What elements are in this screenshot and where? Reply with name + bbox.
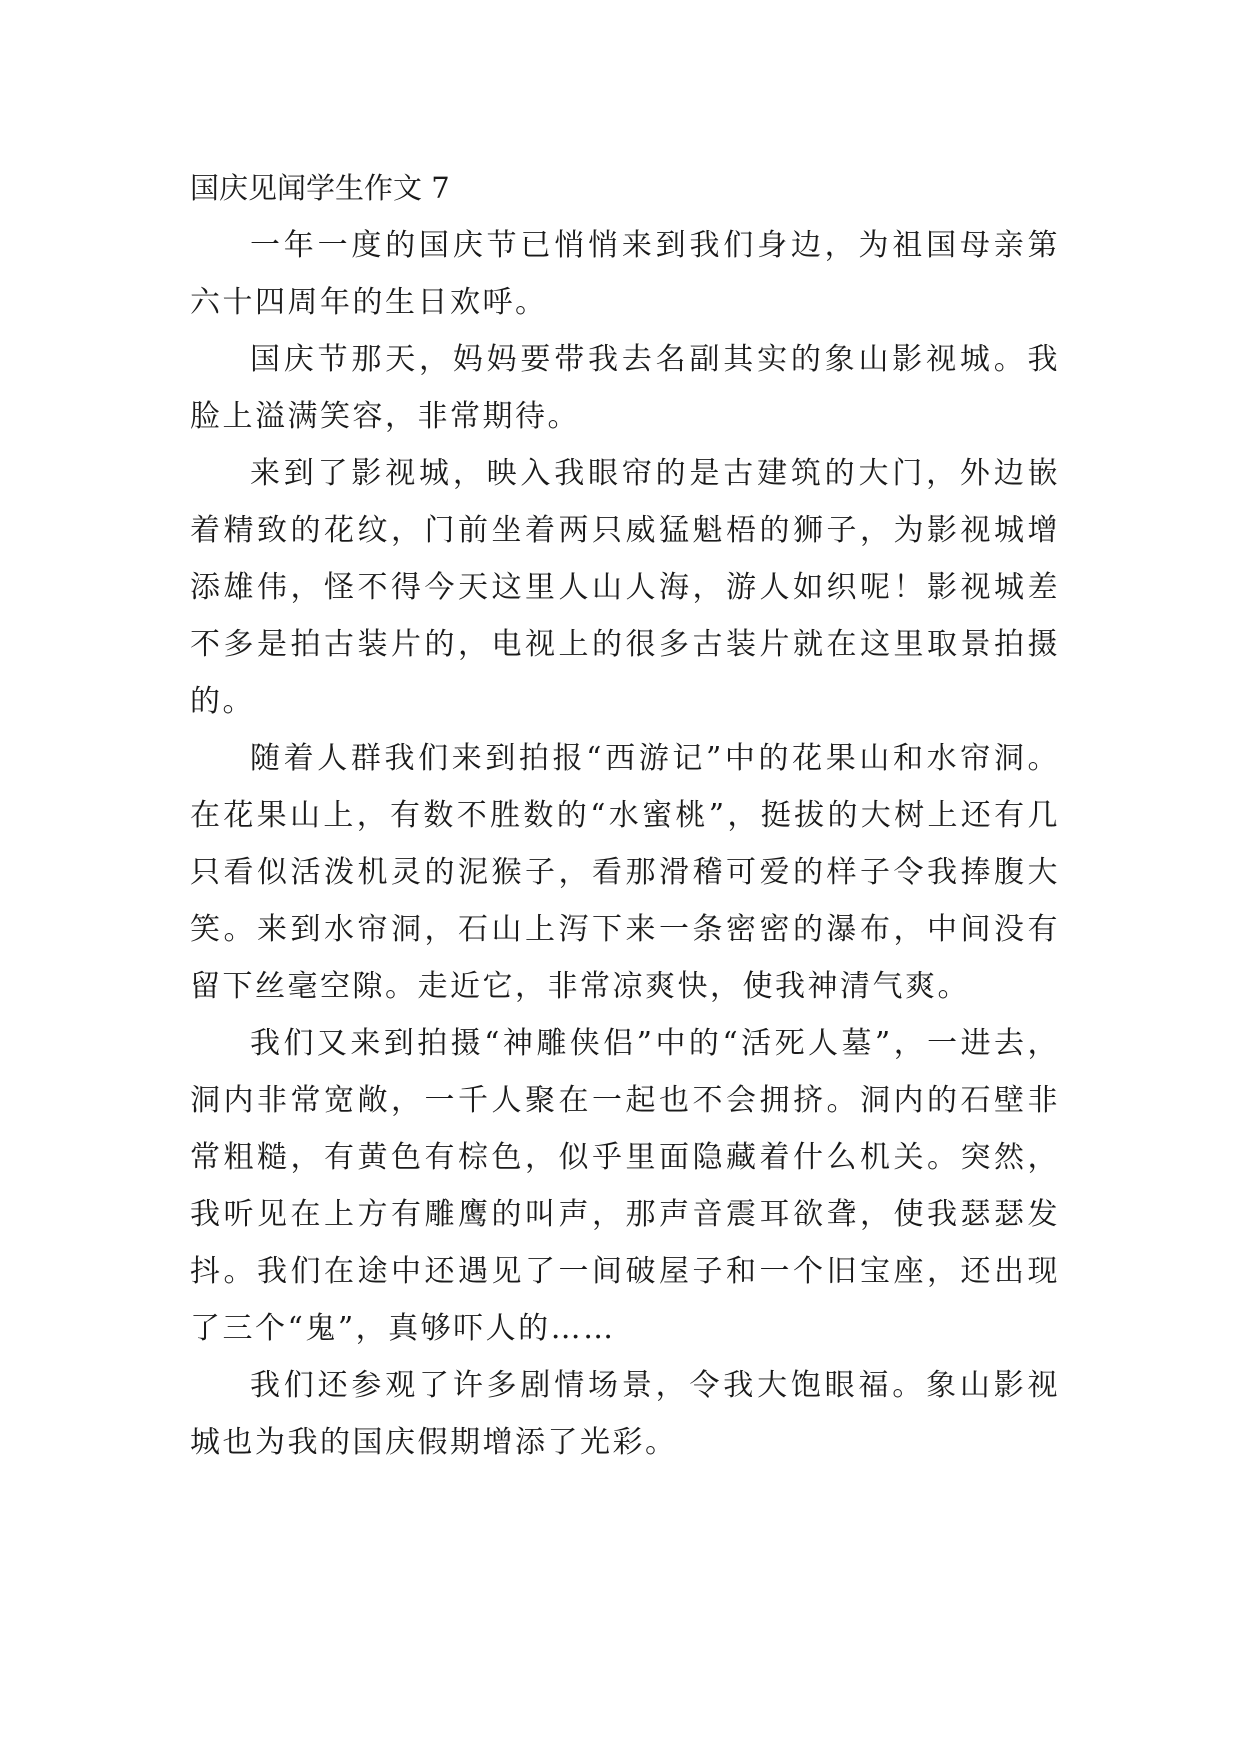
document-body bbox=[190, 160, 1060, 1471]
paragraph-1: 一年一度的国庆节已悄悄来到我们身边，为祖国母亲第六十四周年的生日欢呼。 bbox=[190, 228, 1060, 320]
paragraph-5: 我们又来到拍摄“神雕侠侣”中的“活死人墓”，一进去，洞内非常宽敞，一千人聚在一起也不会拥挤。洞内的石壁非常粗糙，有黄色有棕色，似乎里面隐藏着什么机关。突然，我听见在上方有雕鹰的叫声，那声音震耳欲聋，使我瑟瑟发抖。我们在途中还遇见了一间破屋子和一个旧宝座，还出现了三个“鬼”，真够吓人的…… bbox=[190, 1026, 1060, 1346]
paragraph-2: 国庆节那天，妈妈要带我去名副其实的象山影视城。我脸上溢满笑容，非常期待。 bbox=[190, 342, 1060, 434]
paragraph-3: 来到了影视城，映入我眼帘的是古建筑的大门，外边嵌着精致的花纹，门前坐着两只威猛魁梧的狮子，为影视城增添雄伟，怪不得今天这里人山人海，游人如织呢！影视城差不多是拍古装片的，电视上的很多古装片就在这里取景拍摄的。 bbox=[190, 456, 1060, 719]
paragraph-6: 我们还参观了许多剧情场景，令我大饱眼福。象山影视城也为我的国庆假期增添了光彩。 bbox=[190, 1368, 1060, 1460]
document-title: 国庆见闻学生作文 7 bbox=[190, 171, 450, 205]
paragraph-4: 随着人群我们来到拍报“西游记”中的花果山和水帘洞。在花果山上，有数不胜数的“水蜜桃”，挺拔的大树上还有几只看似活泼机灵的泥猴子，看那滑稽可爱的样子令我捧腹大笑。来到水帘洞，石山上泻下来一条密密的瀑布，中间没有留下丝毫空隙。走近它，非常凉爽快，使我神清气爽。 bbox=[190, 741, 1060, 1004]
